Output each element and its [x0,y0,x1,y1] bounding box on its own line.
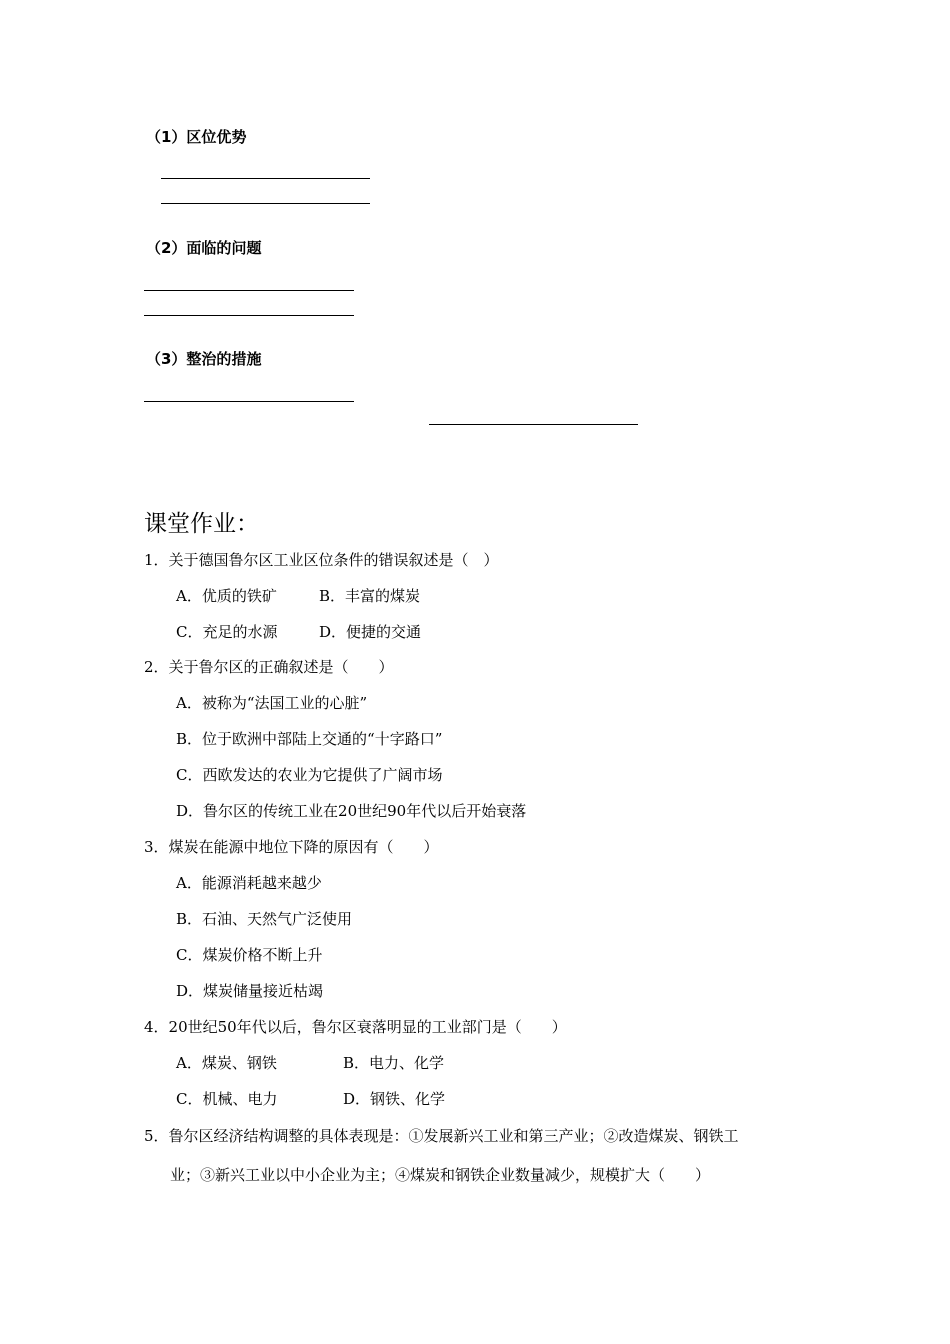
answer-line [161,203,370,204]
question-4-stem: 4．20世纪50年代以后，鲁尔区衰落明显的工业部门是（ ） [144,1018,567,1036]
question-4-option-a: A．煤炭、钢铁 [176,1054,277,1072]
question-3-option-a: A．能源消耗越来越少 [176,874,322,892]
answer-line [161,178,370,179]
question-1-stem: 1．关于德国鲁尔区工业区位条件的错误叙述是（ ） [144,551,499,569]
question-5-stem-line1: 5．鲁尔区经济结构调整的具体表现是：①发展新兴工业和第三产业；②改造煤炭、钢铁工 [144,1127,739,1145]
question-3-option-b: B．石油、天然气广泛使用 [176,910,353,928]
answer-line [144,290,354,291]
question-1-option-a: A．优质的铁矿 [176,587,277,605]
section-heading-problems: （2）面临的问题 [146,239,262,257]
answer-line [144,315,354,316]
question-3-option-c: C．煤炭价格不断上升 [176,946,323,964]
question-1-option-d: D．便捷的交通 [319,623,422,641]
question-4-option-d: D．钢铁、化学 [343,1090,446,1108]
answer-line [144,401,354,402]
question-1-option-b: B．丰富的煤炭 [319,587,421,605]
question-2-option-b: B．位于欧洲中部陆上交通的“十字路口” [176,730,443,748]
question-4-option-b: B．电力、化学 [343,1054,445,1072]
question-2-option-c: C．西欧发达的农业为它提供了广阔市场 [176,766,443,784]
question-2-option-a: A．被称为“法国工业的心脏” [176,694,368,712]
question-3-option-d: D．煤炭储量接近枯竭 [176,982,324,1000]
question-3-stem: 3．煤炭在能源中地位下降的原因有（ ） [144,838,439,856]
question-1-option-c: C．充足的水源 [176,623,278,641]
question-2-option-d: D．鲁尔区的传统工业在20世纪90年代以后开始衰落 [176,802,527,820]
section-heading-location-advantage: （1）区位优势 [146,128,247,146]
answer-line [429,424,638,425]
question-5-stem-line2: 业；③新兴工业以中小企业为主；④煤炭和钢铁企业数量减少，规模扩大（ ） [170,1166,711,1184]
homework-title: 课堂作业： [144,511,259,537]
section-heading-measures: （3）整治的措施 [146,350,262,368]
question-4-option-c: C．机械、电力 [176,1090,278,1108]
question-2-stem: 2．关于鲁尔区的正确叙述是（ ） [144,658,394,676]
